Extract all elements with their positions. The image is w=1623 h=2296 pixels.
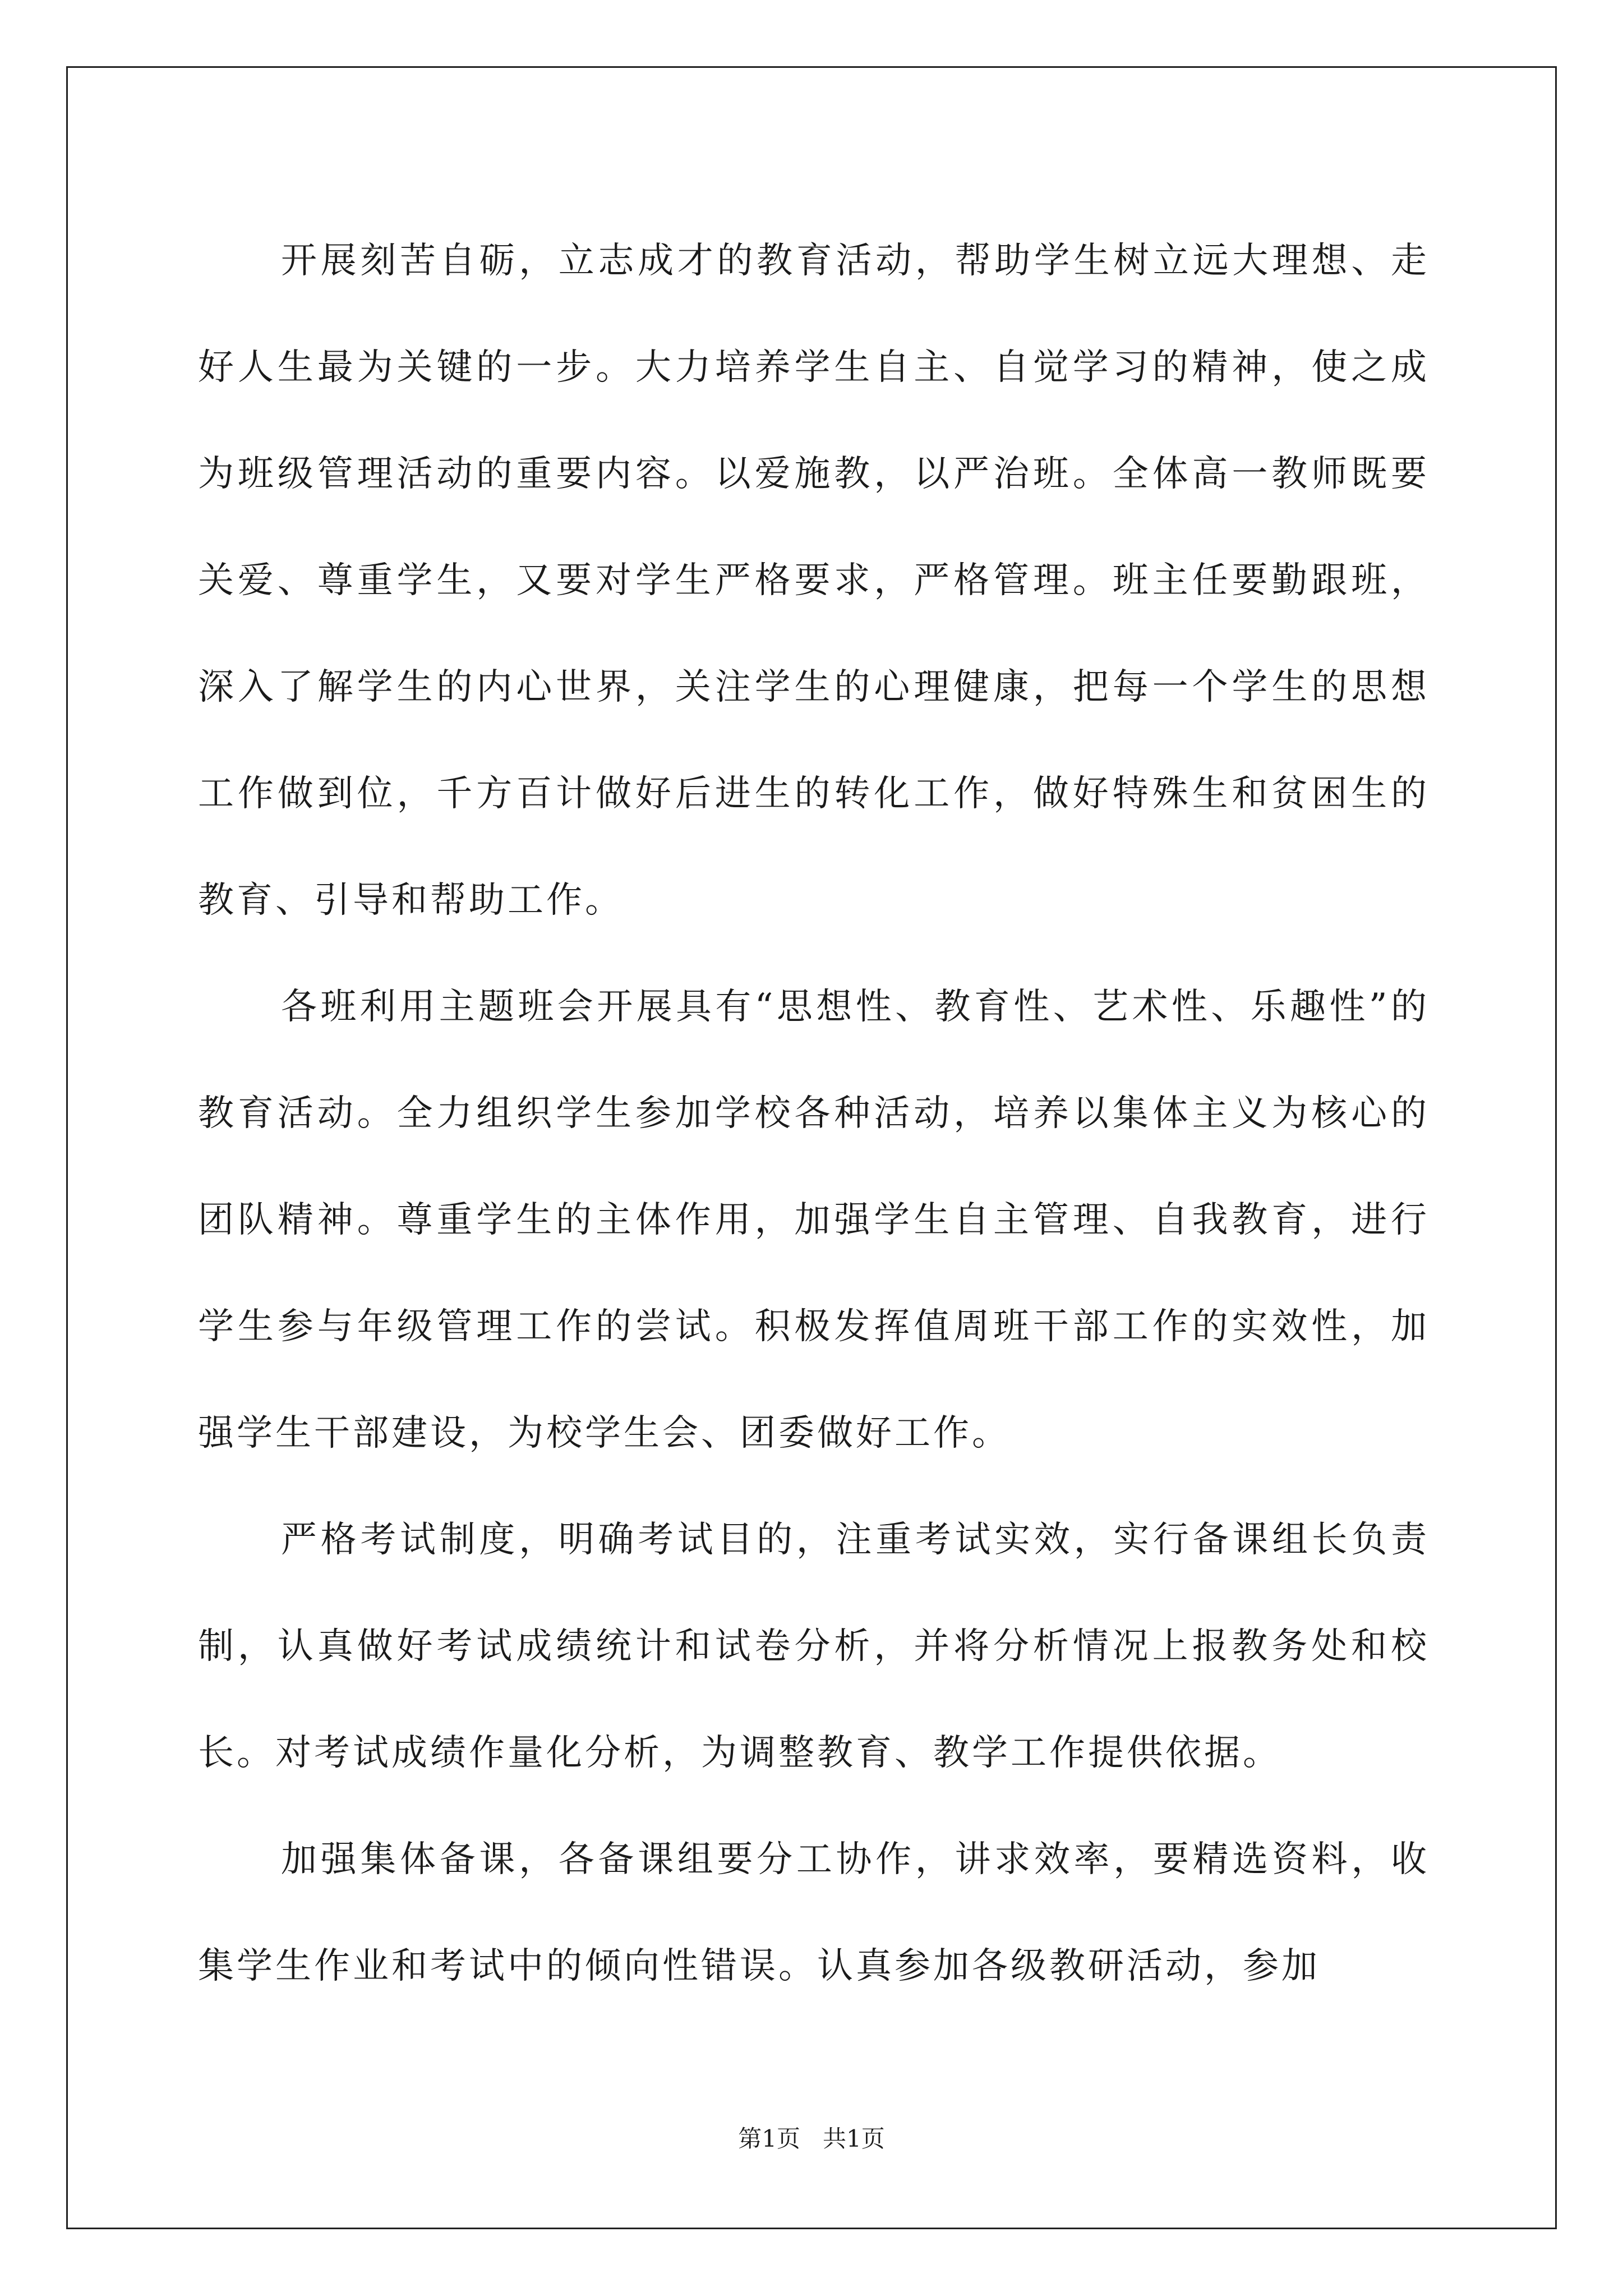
paragraph-1: 开展刻苦自砺，立志成才的教育活动，帮助学生树立远大理想、走好人生最为关键的一步。大力培养学生自主、自觉学习的精神，使之成为班级管理活动的重要内容。以爱施教，以严治班。全体高一教师既要关爱、尊重学生，又要对学生严格要求，严格管理。班主任要勤跟班，深入了解学生的内心世界，关注学生的心理健康，把每一个学生的思想工作做到位，千方百计做好后进生的转化工作，做好特殊生和贫困生的教育、引导和帮助工作。 [198, 240, 1430, 921]
paragraph-2: 各班利用主题班会开展具有“思想性、教育性、艺术性、乐趣性”的教育活动。全力组织学生参加学校各种活动，培养以集体主义为核心的团队精神。尊重学生的主体作用，加强学生自主管理、自我教育，进行学生参与年级管理工作的尝试。积极发挥值周班干部工作的实效性，加强学生干部建设，为校学生会、团委做好工作。 [198, 986, 1430, 1454]
page-footer: 第1页 共1页 [738, 2125, 885, 2152]
paragraph-3: 严格考试制度，明确考试目的，注重考试实效，实行备课组长负责制，认真做好考试成绩统计和试卷分析，并将分析情况上报教务处和校长。对考试成绩作量化分析，为调整教育、教学工作提供依据。 [198, 1519, 1430, 1774]
document-body [198, 208, 1430, 2019]
paragraph-4: 加强集体备课，各备课组要分工协作，讲求效率，要精选资料，收集学生作业和考试中的倾向性错误。认真参加各级教研活动，参加 [198, 1839, 1430, 1987]
